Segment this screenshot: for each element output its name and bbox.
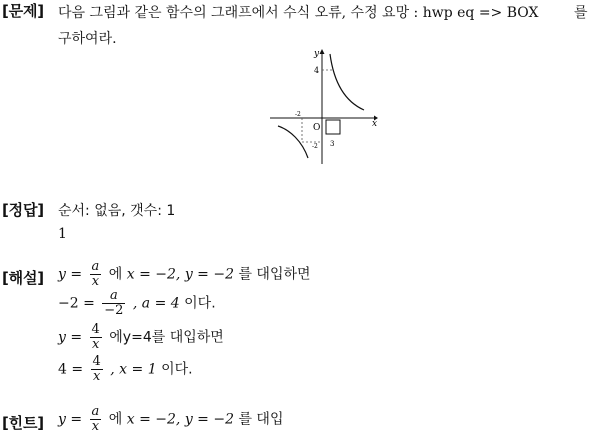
problem-tag: [문제] (2, 2, 44, 20)
y-tick-label: 4 (314, 66, 320, 75)
problem-text-line-2: 구하여라. (58, 31, 117, 47)
hyperbola-plot (268, 46, 380, 168)
x-axis-label: x (372, 119, 378, 129)
eq-lhs: 4 = (58, 361, 84, 378)
particle: 에 (108, 411, 123, 428)
fraction-denominator: x (93, 369, 101, 384)
fraction-denominator: x (91, 419, 100, 434)
explanation-row-1 (58, 260, 311, 289)
hint-tag: [힌트] (2, 414, 44, 432)
fraction-numerator: 4 (91, 322, 100, 337)
eq-lhs: −2 = (58, 295, 95, 312)
explanation-row-3 (58, 323, 224, 352)
answer-tag: [정답] (2, 201, 44, 219)
function-graph (268, 46, 380, 172)
particle: 에 (108, 266, 123, 283)
fraction-denominator: x (91, 274, 100, 289)
result: , a = 4 (132, 295, 180, 312)
answer-line-1: 순서: 없음, 갯수: 1 (58, 203, 176, 219)
origin-label: O (313, 123, 321, 133)
problem-text-line-1 (58, 2, 539, 22)
neg-x-label: -2 (295, 111, 301, 118)
fraction-numerator: a (91, 259, 100, 274)
explanation-row-4 (58, 355, 193, 384)
eq-lhs: y = (58, 329, 83, 346)
eq-lhs: y = (58, 266, 83, 283)
explanation-tag: [해설] (2, 269, 44, 287)
result: , x = 1 (110, 361, 157, 378)
instruction: 를 대입 (238, 411, 284, 428)
eq-lhs: y = (58, 411, 83, 428)
neg-y-label: -2 (312, 143, 318, 150)
y-axis-label: y (314, 49, 320, 59)
fraction-denominator: −2 (104, 303, 124, 318)
fraction (90, 323, 102, 352)
substitution: x = −2, y = −2 (126, 411, 234, 428)
y-axis-arrow (320, 49, 325, 54)
curve-branch-right (330, 54, 364, 110)
answer-line-2: 1 (58, 226, 67, 242)
problem-text-tail: 를 (574, 5, 588, 21)
fraction-numerator: a (91, 404, 100, 419)
problem-text: 다음 그림과 같은 함수의 그래프에서 수식 오류, 수정 요망 : hwp eq => BOX (58, 5, 539, 21)
instruction: 에y=4를 대입하면 (109, 329, 224, 346)
fraction (91, 355, 103, 384)
hint-row (58, 405, 283, 434)
instruction: 를 대입하면 (238, 266, 311, 283)
conclusion: 이다. (161, 361, 193, 378)
substitution: x = −2, y = −2 (126, 266, 234, 283)
fraction (102, 289, 125, 318)
explanation-row-2 (58, 289, 216, 318)
x-tick-label: 3 (330, 140, 335, 148)
fraction-numerator: a (102, 289, 125, 304)
fraction-denominator: x (92, 337, 100, 352)
fraction (90, 260, 102, 289)
answer-box (326, 120, 340, 134)
fraction (90, 405, 102, 434)
conclusion: 이다. (184, 295, 216, 312)
fraction-numerator: 4 (92, 354, 101, 369)
